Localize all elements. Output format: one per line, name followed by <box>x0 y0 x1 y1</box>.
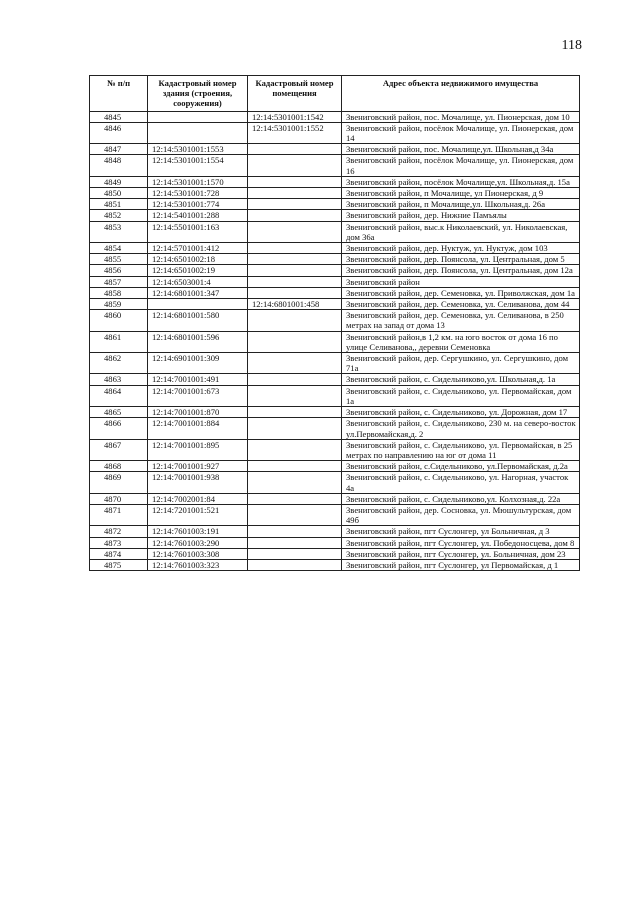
room-cadastral-number <box>248 493 342 504</box>
table-row <box>90 221 580 242</box>
object-address: Звениговский район, пгт Суслонгер, ул Первомайская, д 1 <box>342 559 580 570</box>
room-cadastral-number <box>248 407 342 418</box>
row-number: 4855 <box>90 254 148 265</box>
object-address: Звениговский район, с.Сидельниково, ул.Первомайская, д.2а <box>342 461 580 472</box>
object-address: Звениговский район, пгт Суслонгер, ул. Победоносцева, дом 8 <box>342 537 580 548</box>
table-row <box>90 122 580 143</box>
object-address: Звениговский район, пгт Суслонгер, ул Больничная, д 3 <box>342 526 580 537</box>
row-number: 4867 <box>90 439 148 460</box>
table-body <box>90 111 580 571</box>
object-address: Звениговский район, посёлок Мочалище,ул. Школьная,д. 15а <box>342 176 580 187</box>
building-cadastral-number: 12:14:6501002:19 <box>148 265 248 276</box>
room-cadastral-number <box>248 439 342 460</box>
row-number: 4870 <box>90 493 148 504</box>
row-number: 4869 <box>90 472 148 493</box>
building-cadastral-number: 12:14:7601003:308 <box>148 548 248 559</box>
room-cadastral-number: 12:14:5301001:1552 <box>248 122 342 143</box>
row-number: 4857 <box>90 276 148 287</box>
table-row <box>90 265 580 276</box>
room-cadastral-number <box>248 472 342 493</box>
building-cadastral-number: 12:14:6501002:18 <box>148 254 248 265</box>
table-row <box>90 493 580 504</box>
table-row <box>90 287 580 298</box>
building-cadastral-number: 12:14:5701001:412 <box>148 243 248 254</box>
room-cadastral-number <box>248 265 342 276</box>
row-number: 4853 <box>90 221 148 242</box>
object-address: Звениговский район, дер. Нуктуж, ул. Нуктуж, дом 103 <box>342 243 580 254</box>
building-cadastral-number: 12:14:5301001:774 <box>148 199 248 210</box>
room-cadastral-number <box>248 176 342 187</box>
row-number: 4851 <box>90 199 148 210</box>
header-room-cadastral: Кадастровый номер помещения <box>248 76 342 112</box>
row-number: 4858 <box>90 287 148 298</box>
row-number: 4873 <box>90 537 148 548</box>
row-number: 4860 <box>90 310 148 331</box>
building-cadastral-number: 12:14:7001001:895 <box>148 439 248 460</box>
building-cadastral-number: 12:14:7001001:870 <box>148 407 248 418</box>
table-row <box>90 243 580 254</box>
room-cadastral-number <box>248 374 342 385</box>
building-cadastral-number: 12:14:7601003:290 <box>148 537 248 548</box>
row-number: 4863 <box>90 374 148 385</box>
building-cadastral-number: 12:14:7201001:521 <box>148 504 248 525</box>
object-address: Звениговский район, с. Сидельниково, ул. Нагорная, участок 4а <box>342 472 580 493</box>
building-cadastral-number: 12:14:5501001:163 <box>148 221 248 242</box>
row-number: 4872 <box>90 526 148 537</box>
object-address: Звениговский район, п Мочалище, ул Пионерская, д 9 <box>342 188 580 199</box>
room-cadastral-number <box>248 199 342 210</box>
table-row <box>90 559 580 570</box>
room-cadastral-number <box>248 310 342 331</box>
object-address: Звениговский район, пос. Мочалище, ул. Пионерская, дом 10 <box>342 111 580 122</box>
building-cadastral-number: 12:14:7001001:884 <box>148 418 248 439</box>
building-cadastral-number: 12:14:7002001:84 <box>148 493 248 504</box>
object-address: Звениговский район, дер. Сосновка, ул. Мюшультурская, дом 49б <box>342 504 580 525</box>
building-cadastral-number: 12:14:5401001:288 <box>148 210 248 221</box>
object-address: Звениговский район, дер. Сергушкино, ул. Сергушкино, дом 71а <box>342 353 580 374</box>
room-cadastral-number <box>248 418 342 439</box>
object-address: Звениговский район, п Мочалище,ул. Школьная,д. 26а <box>342 199 580 210</box>
table-header <box>90 76 580 112</box>
object-address: Звениговский район, с. Сидельниково, ул. Первомайская, в 25 метрах по направлению на юг от дома 11 <box>342 439 580 460</box>
object-address: Звениговский район, дер. Семеновка, ул. Селиванова, дом 44 <box>342 299 580 310</box>
table-row <box>90 276 580 287</box>
table-row <box>90 407 580 418</box>
room-cadastral-number <box>248 243 342 254</box>
room-cadastral-number <box>248 537 342 548</box>
building-cadastral-number: 12:14:7001001:673 <box>148 385 248 406</box>
building-cadastral-number: 12:14:5301001:1554 <box>148 155 248 176</box>
header-row <box>90 76 580 112</box>
row-number: 4864 <box>90 385 148 406</box>
building-cadastral-number: 12:14:7601003:191 <box>148 526 248 537</box>
room-cadastral-number <box>248 353 342 374</box>
header-building-cadastral: Кадастровый номер здания (строения, сооружения) <box>148 76 248 112</box>
table-row <box>90 331 580 352</box>
row-number: 4849 <box>90 176 148 187</box>
object-address: Звениговский район, дер. Поянсола, ул. Центральная, дом 5 <box>342 254 580 265</box>
building-cadastral-number: 12:14:7001001:927 <box>148 461 248 472</box>
row-number: 4861 <box>90 331 148 352</box>
room-cadastral-number <box>248 504 342 525</box>
object-address: Звениговский район, пгт Суслонгер, ул. Больничная, дом 23 <box>342 548 580 559</box>
table-row <box>90 176 580 187</box>
building-cadastral-number: 12:14:7001001:938 <box>148 472 248 493</box>
row-number: 4862 <box>90 353 148 374</box>
table-row <box>90 374 580 385</box>
building-cadastral-number <box>148 299 248 310</box>
object-address: Звениговский район, пос. Мочалище,ул. Школьная,д 34а <box>342 144 580 155</box>
room-cadastral-number <box>248 188 342 199</box>
table-row <box>90 310 580 331</box>
object-address: Звениговский район, с. Сидельниково,ул. Колхозная,д. 22а <box>342 493 580 504</box>
table-row <box>90 353 580 374</box>
row-number: 4856 <box>90 265 148 276</box>
building-cadastral-number: 12:14:6801001:596 <box>148 331 248 352</box>
object-address: Звениговский район, дер. Поянсола, ул. Центральная, дом 12а <box>342 265 580 276</box>
room-cadastral-number <box>248 254 342 265</box>
row-number: 4845 <box>90 111 148 122</box>
row-number: 4852 <box>90 210 148 221</box>
object-address: Звениговский район, посёлок Мочалище, ул. Пионерская, дом 14 <box>342 122 580 143</box>
object-address: Звениговский район, дер. Семеновка, ул. Приволжская, дом 1а <box>342 287 580 298</box>
building-cadastral-number: 12:14:6801001:347 <box>148 287 248 298</box>
building-cadastral-number: 12:14:6901001:309 <box>148 353 248 374</box>
header-number: № п/п <box>90 76 148 112</box>
object-address: Звениговский район, с. Сидельниково, ул. Первомайская, дом 1а <box>342 385 580 406</box>
page-number: 118 <box>561 38 582 53</box>
table-row <box>90 299 580 310</box>
row-number: 4874 <box>90 548 148 559</box>
building-cadastral-number: 12:14:5301001:1570 <box>148 176 248 187</box>
table-row <box>90 548 580 559</box>
row-number: 4847 <box>90 144 148 155</box>
row-number: 4850 <box>90 188 148 199</box>
object-address: Звениговский район, посёлок Мочалище, ул. Пионерская, дом 16 <box>342 155 580 176</box>
room-cadastral-number <box>248 526 342 537</box>
row-number: 4868 <box>90 461 148 472</box>
table-row <box>90 385 580 406</box>
property-registry-table <box>89 75 580 571</box>
table-row <box>90 439 580 460</box>
table-row <box>90 418 580 439</box>
table-row <box>90 461 580 472</box>
building-cadastral-number: 12:14:5301001:728 <box>148 188 248 199</box>
building-cadastral-number <box>148 111 248 122</box>
room-cadastral-number <box>248 276 342 287</box>
building-cadastral-number: 12:14:7601003:323 <box>148 559 248 570</box>
table-row <box>90 210 580 221</box>
building-cadastral-number: 12:14:7001001:491 <box>148 374 248 385</box>
object-address: Звениговский район, с. Сидельниково, ул. Дорожная, дом 17 <box>342 407 580 418</box>
table-row <box>90 504 580 525</box>
row-number: 4865 <box>90 407 148 418</box>
table-row <box>90 199 580 210</box>
row-number: 4854 <box>90 243 148 254</box>
object-address: Звениговский район, с. Сидельниково, 230 м. на северо-восток ул.Первомайская,д. 2 <box>342 418 580 439</box>
table-row <box>90 155 580 176</box>
row-number: 4859 <box>90 299 148 310</box>
building-cadastral-number: 12:14:6801001:580 <box>148 310 248 331</box>
building-cadastral-number <box>148 122 248 143</box>
object-address: Звениговский район, с. Сидельниково,ул. Школьная,д. 1а <box>342 374 580 385</box>
room-cadastral-number: 12:14:6801001:458 <box>248 299 342 310</box>
table-row <box>90 144 580 155</box>
room-cadastral-number <box>248 144 342 155</box>
building-cadastral-number: 12:14:6503001:4 <box>148 276 248 287</box>
row-number: 4846 <box>90 122 148 143</box>
object-address: Звениговский район,в 1,2 км. на юго восток от дома 16 по улице Селиванова,, деревни Семеновка <box>342 331 580 352</box>
room-cadastral-number <box>248 331 342 352</box>
room-cadastral-number: 12:14:5301001:1542 <box>248 111 342 122</box>
table-row <box>90 188 580 199</box>
room-cadastral-number <box>248 287 342 298</box>
room-cadastral-number <box>248 210 342 221</box>
header-address: Адрес объекта недвижимого имущества <box>342 76 580 112</box>
building-cadastral-number: 12:14:5301001:1553 <box>148 144 248 155</box>
table-row <box>90 472 580 493</box>
row-number: 4848 <box>90 155 148 176</box>
object-address: Звениговский район, дер. Семеновка, ул. Селиванова, в 250 метрах на запад от дома 13 <box>342 310 580 331</box>
table-row <box>90 111 580 122</box>
object-address: Звениговский район, дер. Нижние Памъялы <box>342 210 580 221</box>
object-address: Звениговский район <box>342 276 580 287</box>
room-cadastral-number <box>248 559 342 570</box>
room-cadastral-number <box>248 548 342 559</box>
row-number: 4866 <box>90 418 148 439</box>
table-row <box>90 254 580 265</box>
row-number: 4875 <box>90 559 148 570</box>
row-number: 4871 <box>90 504 148 525</box>
object-address: Звениговский район, выс.к Николаевский, ул. Николаевская, дом 36а <box>342 221 580 242</box>
table-row <box>90 537 580 548</box>
room-cadastral-number <box>248 155 342 176</box>
room-cadastral-number <box>248 221 342 242</box>
table-row <box>90 526 580 537</box>
room-cadastral-number <box>248 461 342 472</box>
room-cadastral-number <box>248 385 342 406</box>
